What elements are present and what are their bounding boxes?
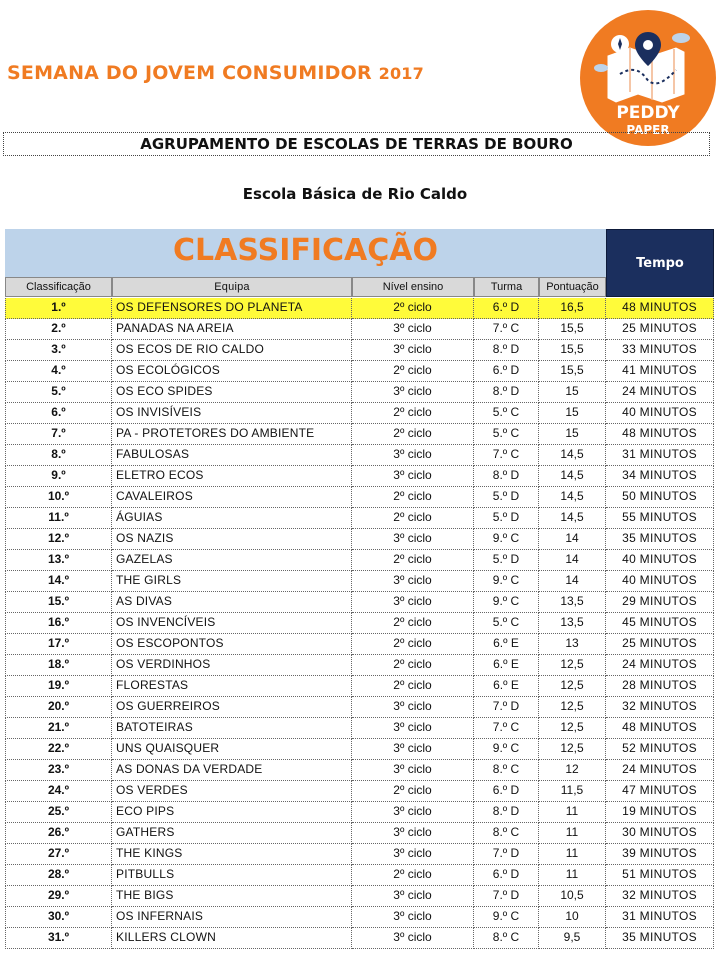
- table-row: [5, 781, 714, 802]
- cell-level: 2º ciclo: [352, 781, 474, 802]
- cell-pontuacao: 15,5: [539, 340, 606, 361]
- cell-level: 3º ciclo: [352, 886, 474, 907]
- cell-tempo: 48 MINUTOS: [606, 298, 714, 319]
- cell-turma: 9.º C: [474, 571, 539, 592]
- cell-tempo: 41 MINUTOS: [606, 361, 714, 382]
- header-turma: Turma: [474, 277, 539, 297]
- cell-turma: 5.º C: [474, 424, 539, 445]
- header-rank: Classificação: [5, 277, 112, 297]
- table-row: [5, 907, 714, 928]
- cell-level: 2º ciclo: [352, 424, 474, 445]
- cell-turma: 6.º D: [474, 361, 539, 382]
- cell-tempo: 32 MINUTOS: [606, 886, 714, 907]
- cell-tempo: 32 MINUTOS: [606, 697, 714, 718]
- table-row: [5, 928, 714, 949]
- cell-tempo: 35 MINUTOS: [606, 928, 714, 949]
- cell-tempo: 48 MINUTOS: [606, 424, 714, 445]
- cell-team: PITBULLS: [112, 865, 352, 886]
- cell-tempo: 47 MINUTOS: [606, 781, 714, 802]
- cell-team: BATOTEIRAS: [112, 718, 352, 739]
- cell-pontuacao: 12: [539, 760, 606, 781]
- cell-team: AS DONAS DA VERDADE: [112, 760, 352, 781]
- cell-pontuacao: 14: [539, 550, 606, 571]
- cell-level: 3º ciclo: [352, 760, 474, 781]
- cell-level: 3º ciclo: [352, 445, 474, 466]
- cell-tempo: 40 MINUTOS: [606, 550, 714, 571]
- cell-rank: 20.º: [5, 697, 112, 718]
- cell-rank: 30.º: [5, 907, 112, 928]
- cell-pontuacao: 13,5: [539, 592, 606, 613]
- cell-pontuacao: 15: [539, 382, 606, 403]
- cell-tempo: 24 MINUTOS: [606, 382, 714, 403]
- cell-tempo: 31 MINUTOS: [606, 907, 714, 928]
- classification-table: [5, 298, 714, 949]
- cell-pontuacao: 14,5: [539, 445, 606, 466]
- school-group-title: AGRUPAMENTO DE ESCOLAS DE TERRAS DE BOURO: [3, 132, 710, 156]
- cell-team: PA - PROTETORES DO AMBIENTE: [112, 424, 352, 445]
- compass-icon: [611, 35, 629, 53]
- cell-pontuacao: 11: [539, 865, 606, 886]
- cell-team: OS INVISÍVEIS: [112, 403, 352, 424]
- cell-rank: 16.º: [5, 613, 112, 634]
- cell-level: 3º ciclo: [352, 928, 474, 949]
- cell-level: 3º ciclo: [352, 592, 474, 613]
- cell-rank: 29.º: [5, 886, 112, 907]
- cell-tempo: 40 MINUTOS: [606, 571, 714, 592]
- cell-tempo: 52 MINUTOS: [606, 739, 714, 760]
- table-row: [5, 571, 714, 592]
- table-row: [5, 676, 714, 697]
- cell-level: 3º ciclo: [352, 340, 474, 361]
- cell-team: OS GUERREIROS: [112, 697, 352, 718]
- cell-turma: 7.º D: [474, 844, 539, 865]
- cell-turma: 5.º D: [474, 487, 539, 508]
- cell-team: OS ECOLÓGICOS: [112, 361, 352, 382]
- cell-pontuacao: 12,5: [539, 655, 606, 676]
- table-row: [5, 844, 714, 865]
- cell-team: OS ESCOPONTOS: [112, 634, 352, 655]
- table-row: [5, 319, 714, 340]
- cell-team: OS VERDES: [112, 781, 352, 802]
- logo-text-paper: PAPER: [626, 123, 670, 137]
- logo-text-peddy: PEDDY: [616, 103, 680, 123]
- cell-turma: 9.º C: [474, 529, 539, 550]
- cell-level: 3º ciclo: [352, 802, 474, 823]
- cell-level: 2º ciclo: [352, 613, 474, 634]
- cell-turma: 7.º D: [474, 886, 539, 907]
- cell-turma: 8.º C: [474, 823, 539, 844]
- cell-team: OS ECOS DE RIO CALDO: [112, 340, 352, 361]
- classification-title: CLASSIFICAÇÃO: [172, 233, 438, 268]
- cell-pontuacao: 11: [539, 823, 606, 844]
- cell-rank: 12.º: [5, 529, 112, 550]
- cell-turma: 7.º C: [474, 718, 539, 739]
- event-year: 2017: [378, 64, 424, 83]
- event-title: SEMANA DO JOVEM CONSUMIDOR: [7, 62, 372, 84]
- cell-rank: 24.º: [5, 781, 112, 802]
- cell-team: OS INFERNAIS: [112, 907, 352, 928]
- cell-level: 2º ciclo: [352, 550, 474, 571]
- cell-tempo: 39 MINUTOS: [606, 844, 714, 865]
- cell-team: FABULOSAS: [112, 445, 352, 466]
- cell-tempo: 29 MINUTOS: [606, 592, 714, 613]
- table-row: [5, 739, 714, 760]
- cell-turma: 9.º C: [474, 739, 539, 760]
- cell-turma: 8.º D: [474, 802, 539, 823]
- cell-rank: 25.º: [5, 802, 112, 823]
- table-row: [5, 298, 714, 319]
- cell-pontuacao: 10,5: [539, 886, 606, 907]
- cell-pontuacao: 14,5: [539, 487, 606, 508]
- cell-rank: 11.º: [5, 508, 112, 529]
- cell-rank: 7.º: [5, 424, 112, 445]
- cell-team: THE GIRLS: [112, 571, 352, 592]
- cell-turma: 9.º C: [474, 592, 539, 613]
- cell-rank: 10.º: [5, 487, 112, 508]
- cell-pontuacao: 12,5: [539, 676, 606, 697]
- table-row: [5, 508, 714, 529]
- cell-turma: 6.º E: [474, 676, 539, 697]
- table-row: [5, 382, 714, 403]
- cell-tempo: 31 MINUTOS: [606, 445, 714, 466]
- cell-tempo: 25 MINUTOS: [606, 319, 714, 340]
- cell-rank: 22.º: [5, 739, 112, 760]
- cell-level: 3º ciclo: [352, 529, 474, 550]
- table-row: [5, 760, 714, 781]
- cell-turma: 6.º D: [474, 298, 539, 319]
- table-row: [5, 424, 714, 445]
- peddy-paper-logo: [578, 8, 718, 148]
- cell-team: THE BIGS: [112, 886, 352, 907]
- table-row: [5, 655, 714, 676]
- cell-rank: 13.º: [5, 550, 112, 571]
- cell-level: 2º ciclo: [352, 298, 474, 319]
- cell-pontuacao: 13,5: [539, 613, 606, 634]
- cell-tempo: 45 MINUTOS: [606, 613, 714, 634]
- cell-rank: 31.º: [5, 928, 112, 949]
- cell-turma: 5.º D: [474, 550, 539, 571]
- cell-level: 3º ciclo: [352, 466, 474, 487]
- cell-rank: 21.º: [5, 718, 112, 739]
- cell-pontuacao: 16,5: [539, 298, 606, 319]
- cell-turma: 6.º E: [474, 634, 539, 655]
- table-row: [5, 634, 714, 655]
- cell-rank: 6.º: [5, 403, 112, 424]
- cell-tempo: 40 MINUTOS: [606, 403, 714, 424]
- cell-team: AS DIVAS: [112, 592, 352, 613]
- cell-rank: 2.º: [5, 319, 112, 340]
- cell-tempo: 25 MINUTOS: [606, 634, 714, 655]
- cell-turma: 6.º D: [474, 865, 539, 886]
- cell-rank: 14.º: [5, 571, 112, 592]
- cell-team: GAZELAS: [112, 550, 352, 571]
- table-row: [5, 550, 714, 571]
- cell-rank: 1.º: [5, 298, 112, 319]
- cell-level: 2º ciclo: [352, 676, 474, 697]
- cell-tempo: 24 MINUTOS: [606, 760, 714, 781]
- cell-rank: 3.º: [5, 340, 112, 361]
- table-row: [5, 823, 714, 844]
- cell-turma: 6.º E: [474, 655, 539, 676]
- cell-turma: 9.º C: [474, 907, 539, 928]
- table-row: [5, 529, 714, 550]
- cell-team: OS NAZIS: [112, 529, 352, 550]
- school-name: Escola Básica de Rio Caldo: [242, 185, 468, 203]
- cell-rank: 28.º: [5, 865, 112, 886]
- page-title: [7, 62, 424, 84]
- cell-tempo: 33 MINUTOS: [606, 340, 714, 361]
- cell-pontuacao: 12,5: [539, 739, 606, 760]
- cell-pontuacao: 14,5: [539, 466, 606, 487]
- cell-tempo: 48 MINUTOS: [606, 718, 714, 739]
- cell-pontuacao: 14: [539, 529, 606, 550]
- cell-rank: 27.º: [5, 844, 112, 865]
- cell-level: 2º ciclo: [352, 865, 474, 886]
- cell-tempo: 19 MINUTOS: [606, 802, 714, 823]
- cell-turma: 7.º C: [474, 319, 539, 340]
- cell-tempo: 28 MINUTOS: [606, 676, 714, 697]
- cell-level: 2º ciclo: [352, 634, 474, 655]
- cell-turma: 8.º C: [474, 760, 539, 781]
- cell-team: ELETRO ECOS: [112, 466, 352, 487]
- cell-pontuacao: 15: [539, 403, 606, 424]
- cell-level: 2º ciclo: [352, 655, 474, 676]
- cell-team: PANADAS NA AREIA: [112, 319, 352, 340]
- cell-level: 2º ciclo: [352, 361, 474, 382]
- cell-level: 3º ciclo: [352, 571, 474, 592]
- cell-level: 3º ciclo: [352, 844, 474, 865]
- cell-turma: 5.º D: [474, 508, 539, 529]
- table-row: [5, 592, 714, 613]
- table-row: [5, 340, 714, 361]
- cell-rank: 9.º: [5, 466, 112, 487]
- cell-level: 3º ciclo: [352, 697, 474, 718]
- cell-team: OS ECO SPIDES: [112, 382, 352, 403]
- cell-pontuacao: 11: [539, 844, 606, 865]
- cell-pontuacao: 15: [539, 424, 606, 445]
- cell-level: 3º ciclo: [352, 823, 474, 844]
- cell-tempo: 30 MINUTOS: [606, 823, 714, 844]
- cell-team: CAVALEIROS: [112, 487, 352, 508]
- cell-turma: 5.º C: [474, 403, 539, 424]
- cell-level: 2º ciclo: [352, 508, 474, 529]
- cell-turma: 8.º D: [474, 382, 539, 403]
- cell-team: UNS QUAISQUER: [112, 739, 352, 760]
- cell-level: 3º ciclo: [352, 739, 474, 760]
- cell-rank: 5.º: [5, 382, 112, 403]
- cell-pontuacao: 13: [539, 634, 606, 655]
- cell-team: FLORESTAS: [112, 676, 352, 697]
- cell-turma: 7.º D: [474, 697, 539, 718]
- cell-pontuacao: 10: [539, 907, 606, 928]
- cell-team: OS INVENCÍVEIS: [112, 613, 352, 634]
- cell-turma: 5.º C: [474, 613, 539, 634]
- cell-pontuacao: 11: [539, 802, 606, 823]
- table-row: [5, 718, 714, 739]
- cell-level: 2º ciclo: [352, 403, 474, 424]
- tempo-header: Tempo: [606, 229, 714, 297]
- cell-level: 3º ciclo: [352, 382, 474, 403]
- table-row: [5, 361, 714, 382]
- cell-rank: 18.º: [5, 655, 112, 676]
- cell-rank: 26.º: [5, 823, 112, 844]
- table-row: [5, 697, 714, 718]
- cell-tempo: 35 MINUTOS: [606, 529, 714, 550]
- cell-team: OS DEFENSORES DO PLANETA: [112, 298, 352, 319]
- cell-team: ÁGUIAS: [112, 508, 352, 529]
- cell-level: 3º ciclo: [352, 718, 474, 739]
- cell-pontuacao: 14,5: [539, 508, 606, 529]
- cell-level: 2º ciclo: [352, 487, 474, 508]
- table-row: [5, 466, 714, 487]
- cell-pontuacao: 9,5: [539, 928, 606, 949]
- cell-turma: 8.º D: [474, 466, 539, 487]
- cell-level: 3º ciclo: [352, 907, 474, 928]
- header-pontuacao: Pontuação: [539, 277, 606, 297]
- cell-rank: 8.º: [5, 445, 112, 466]
- cell-team: GATHERS: [112, 823, 352, 844]
- table-row: [5, 865, 714, 886]
- cell-pontuacao: 11,5: [539, 781, 606, 802]
- table-header: [5, 277, 606, 297]
- table-row: [5, 445, 714, 466]
- table-row: [5, 802, 714, 823]
- cell-tempo: 51 MINUTOS: [606, 865, 714, 886]
- cell-rank: 23.º: [5, 760, 112, 781]
- cell-tempo: 34 MINUTOS: [606, 466, 714, 487]
- classification-banner: [5, 229, 606, 277]
- cell-pontuacao: 14: [539, 571, 606, 592]
- cell-tempo: 24 MINUTOS: [606, 655, 714, 676]
- cell-pontuacao: 15,5: [539, 319, 606, 340]
- cell-turma: 7.º C: [474, 445, 539, 466]
- cell-turma: 8.º D: [474, 340, 539, 361]
- cell-turma: 6.º D: [474, 781, 539, 802]
- cell-level: 3º ciclo: [352, 319, 474, 340]
- cell-rank: 17.º: [5, 634, 112, 655]
- cell-pontuacao: 12,5: [539, 697, 606, 718]
- table-row: [5, 487, 714, 508]
- cell-tempo: 50 MINUTOS: [606, 487, 714, 508]
- cell-team: THE KINGS: [112, 844, 352, 865]
- header-level: Nível ensino: [352, 277, 474, 297]
- cell-turma: 8.º C: [474, 928, 539, 949]
- table-row: [5, 886, 714, 907]
- header-team: Equipa: [112, 277, 352, 297]
- cell-rank: 19.º: [5, 676, 112, 697]
- cell-team: ECO PIPS: [112, 802, 352, 823]
- cell-rank: 4.º: [5, 361, 112, 382]
- cell-tempo: 55 MINUTOS: [606, 508, 714, 529]
- cell-team: KILLERS CLOWN: [112, 928, 352, 949]
- cell-pontuacao: 12,5: [539, 718, 606, 739]
- cell-rank: 15.º: [5, 592, 112, 613]
- table-row: [5, 403, 714, 424]
- cell-pontuacao: 15,5: [539, 361, 606, 382]
- cell-team: OS VERDINHOS: [112, 655, 352, 676]
- table-row: [5, 613, 714, 634]
